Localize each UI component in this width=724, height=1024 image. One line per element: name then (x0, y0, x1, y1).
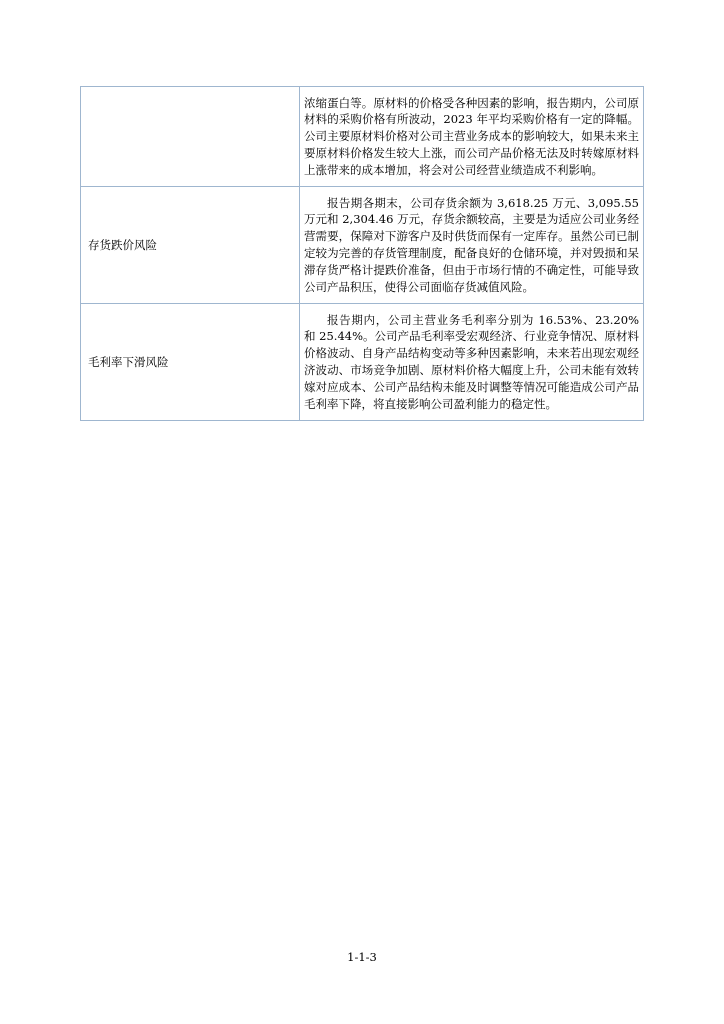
table-row (81, 87, 644, 187)
table-row (81, 304, 644, 421)
risk-description-text: 报告期各期末，公司存货余额为 3,618.25 万元、3,095.55 万元和 2,304.46 万元，存货余额较高，主要是为适应公司业务经营需要，保障对下游客户及时供货而保有一定库存。虽然公司已制定较为完善的存货管理制度，配备良好的仓储环境，并对毁损和呆滞存货严格计提跌价准备，但由于市场行情的不确定性，可能导致公司产品积压，使得公司面临存货减值风险。 (304, 195, 639, 294)
page-number: 1-1-3 (347, 950, 377, 964)
risk-name-cell: 毛利率下滑风险 (81, 304, 300, 421)
risk-description-cell (300, 87, 644, 187)
risk-description-cell (300, 187, 644, 304)
table-row (81, 187, 644, 304)
risk-name-cell (81, 87, 300, 187)
risk-description-text: 浓缩蛋白等。原材料的价格受各种因素的影响，报告期内，公司原材料的采购价格有所波动，2023 年平均采购价格有一定的降幅。公司主要原材料价格对公司主营业务成本的影响较大，如果未来主要原材料价格发生较大上涨，而公司产品价格无法及时转嫁原材料上涨带来的成本增加，将会对公司经营业绩造成不利影响。 (304, 95, 639, 177)
risk-name-cell: 存货跌价风险 (81, 187, 300, 304)
risk-description-cell (300, 304, 644, 421)
risk-description-text: 报告期内，公司主营业务毛利率分别为 16.53%、23.20% 和 25.44%。公司产品毛利率受宏观经济、行业竞争情况、原材料价格波动、自身产品结构变动等多种因素影响，未来若出现宏观经济波动、市场竞争加剧、原材料价格大幅度上升，公司未能有效转嫁对应成本、公司产品结构未能及时调整等情况可能造成公司产品毛利率下降，将直接影响公司盈利能力的稳定性。 (304, 312, 640, 411)
risk-factors-table (80, 86, 644, 421)
